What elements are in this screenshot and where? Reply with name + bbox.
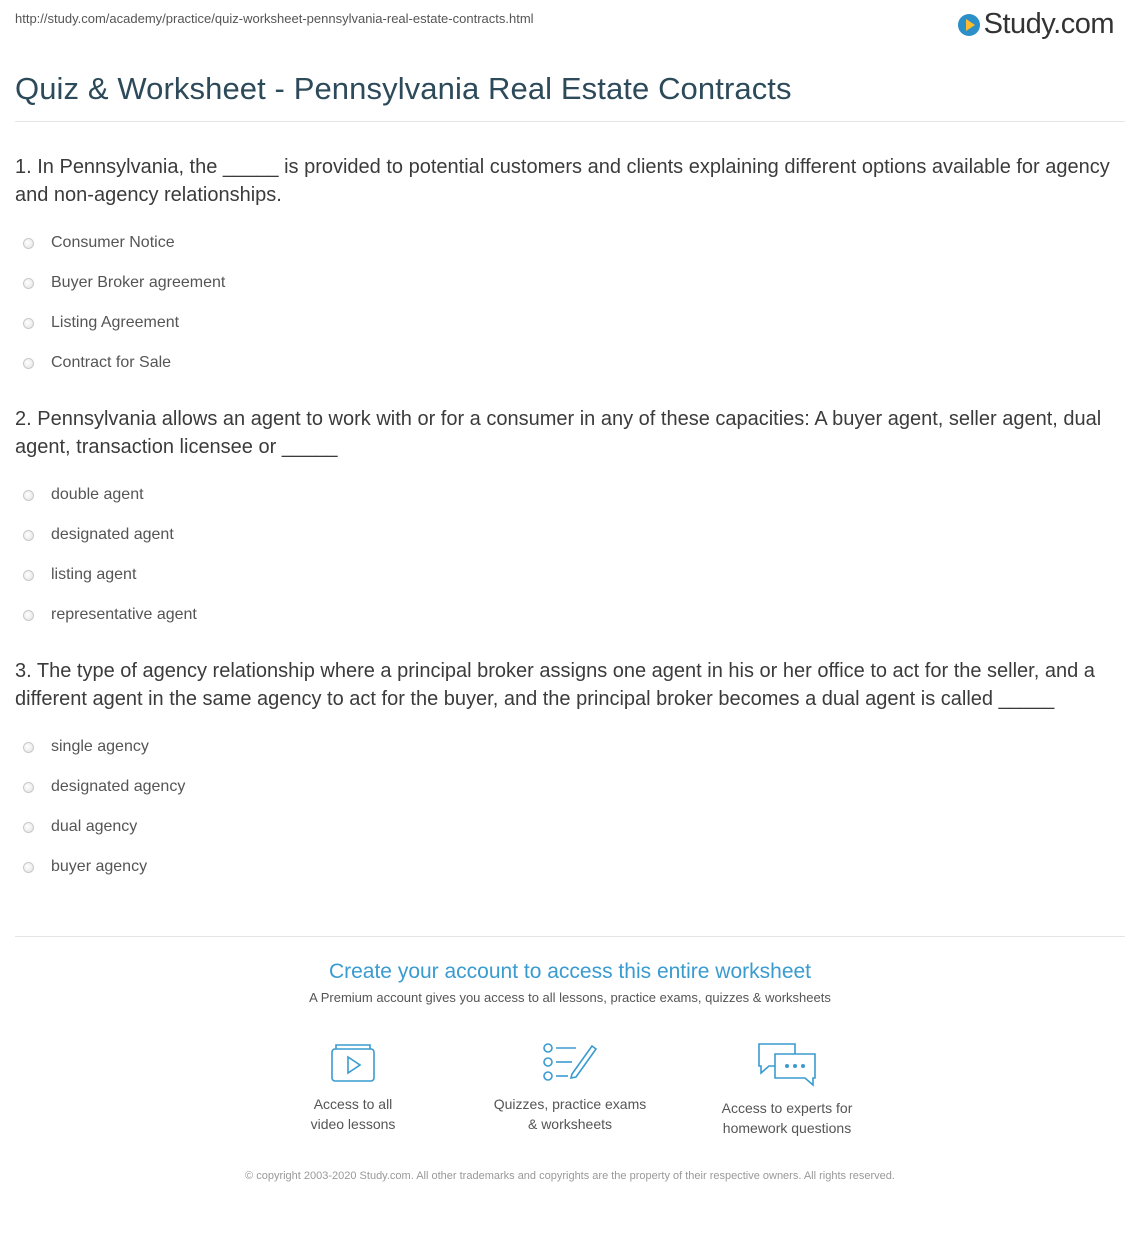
radio-icon[interactable]	[23, 610, 34, 621]
answer-label: single agency	[51, 738, 149, 755]
answer-label: buyer agency	[51, 858, 148, 875]
question-3	[15, 657, 1125, 887]
answer-label: Buyer Broker agreement	[51, 274, 226, 291]
cta-divider	[15, 936, 1125, 937]
answer-option[interactable]	[15, 555, 1125, 595]
question-2	[15, 405, 1125, 635]
radio-icon[interactable]	[23, 278, 34, 289]
play-circle-icon	[958, 14, 980, 36]
radio-icon[interactable]	[23, 490, 34, 501]
radio-icon[interactable]	[23, 358, 34, 369]
answer-option[interactable]	[15, 343, 1125, 383]
feature-label: Access to experts for	[721, 1100, 853, 1116]
question-text: 3. The type of agency relationship where a principal broker assigns one agent in his or her office to act for the seller, and a different agent in the same agency to act for the buyer, and the principal broker becomes a dual agent is called _____	[15, 660, 1095, 710]
page-url: http://study.com/academy/practice/quiz-worksheet-pennsylvania-real-estate-contracts.html	[15, 11, 534, 26]
answer-options	[15, 475, 1125, 635]
answer-option[interactable]	[15, 223, 1125, 263]
answer-options	[15, 223, 1125, 383]
copyright-footer: © copyright 2003-2020 Study.com. All other trademarks and copyrights are the property of their respective owners. All rights reserved.	[245, 1170, 895, 1182]
radio-icon[interactable]	[23, 862, 34, 873]
answer-option[interactable]	[15, 807, 1125, 847]
answer-label: Consumer Notice	[51, 234, 175, 251]
answer-option[interactable]	[15, 767, 1125, 807]
answer-option[interactable]	[15, 515, 1125, 555]
answer-label: double agent	[51, 486, 144, 503]
cta-subtitle: A Premium account gives you access to all lessons, practice exams, quizzes & worksheets	[309, 990, 831, 1005]
answer-label: Listing Agreement	[51, 314, 180, 331]
premium-cta	[0, 960, 1140, 1005]
radio-icon[interactable]	[23, 742, 34, 753]
answer-option[interactable]	[15, 475, 1125, 515]
answer-option[interactable]	[15, 727, 1125, 767]
radio-icon[interactable]	[23, 238, 34, 249]
radio-icon[interactable]	[23, 530, 34, 541]
question-1	[15, 153, 1125, 383]
answer-label: representative agent	[51, 606, 197, 623]
answer-label: designated agent	[51, 526, 174, 543]
chat-bubbles-icon	[755, 1040, 819, 1088]
answer-options	[15, 727, 1125, 887]
radio-icon[interactable]	[23, 782, 34, 793]
answer-label: Contract for Sale	[51, 354, 172, 371]
feature-quizzes	[462, 1040, 679, 1138]
answer-option[interactable]	[15, 263, 1125, 303]
radio-icon[interactable]	[23, 570, 34, 581]
answer-label: listing agent	[51, 566, 137, 583]
feature-label: Quizzes, practice exams	[493, 1096, 647, 1112]
feature-label: Access to all	[313, 1096, 393, 1112]
question-text: 1. In Pennsylvania, the _____ is provided to potential customers and clients explaining different options available for agency and non-agency relationships.	[15, 156, 1110, 206]
answer-option[interactable]	[15, 595, 1125, 635]
feature-label: homework questions	[722, 1120, 852, 1136]
cta-title-link[interactable]: Create your account to access this entire worksheet	[328, 960, 812, 983]
radio-icon[interactable]	[23, 822, 34, 833]
quiz-checklist-icon	[542, 1040, 598, 1084]
answer-option[interactable]	[15, 847, 1125, 887]
title-divider	[15, 121, 1125, 122]
answer-label: dual agency	[51, 818, 138, 835]
study-logo[interactable]	[958, 8, 1114, 41]
logo-text: Study.com	[983, 8, 1114, 40]
feature-video-lessons	[245, 1040, 462, 1138]
question-text: 2. Pennsylvania allows an agent to work with or for a consumer in any of these capacities: A buyer agent, seller agent, dual agent, transaction licensee or _____	[15, 408, 1102, 458]
video-lessons-icon	[327, 1040, 379, 1084]
page-title: Quiz & Worksheet - Pennsylvania Real Estate Contracts	[15, 71, 792, 106]
answer-option[interactable]	[15, 303, 1125, 343]
radio-icon[interactable]	[23, 318, 34, 329]
feature-experts	[679, 1040, 896, 1138]
feature-label: video lessons	[310, 1116, 396, 1132]
feature-label: & worksheets	[527, 1116, 613, 1132]
feature-list	[0, 1040, 1140, 1138]
answer-label: designated agency	[51, 778, 186, 795]
